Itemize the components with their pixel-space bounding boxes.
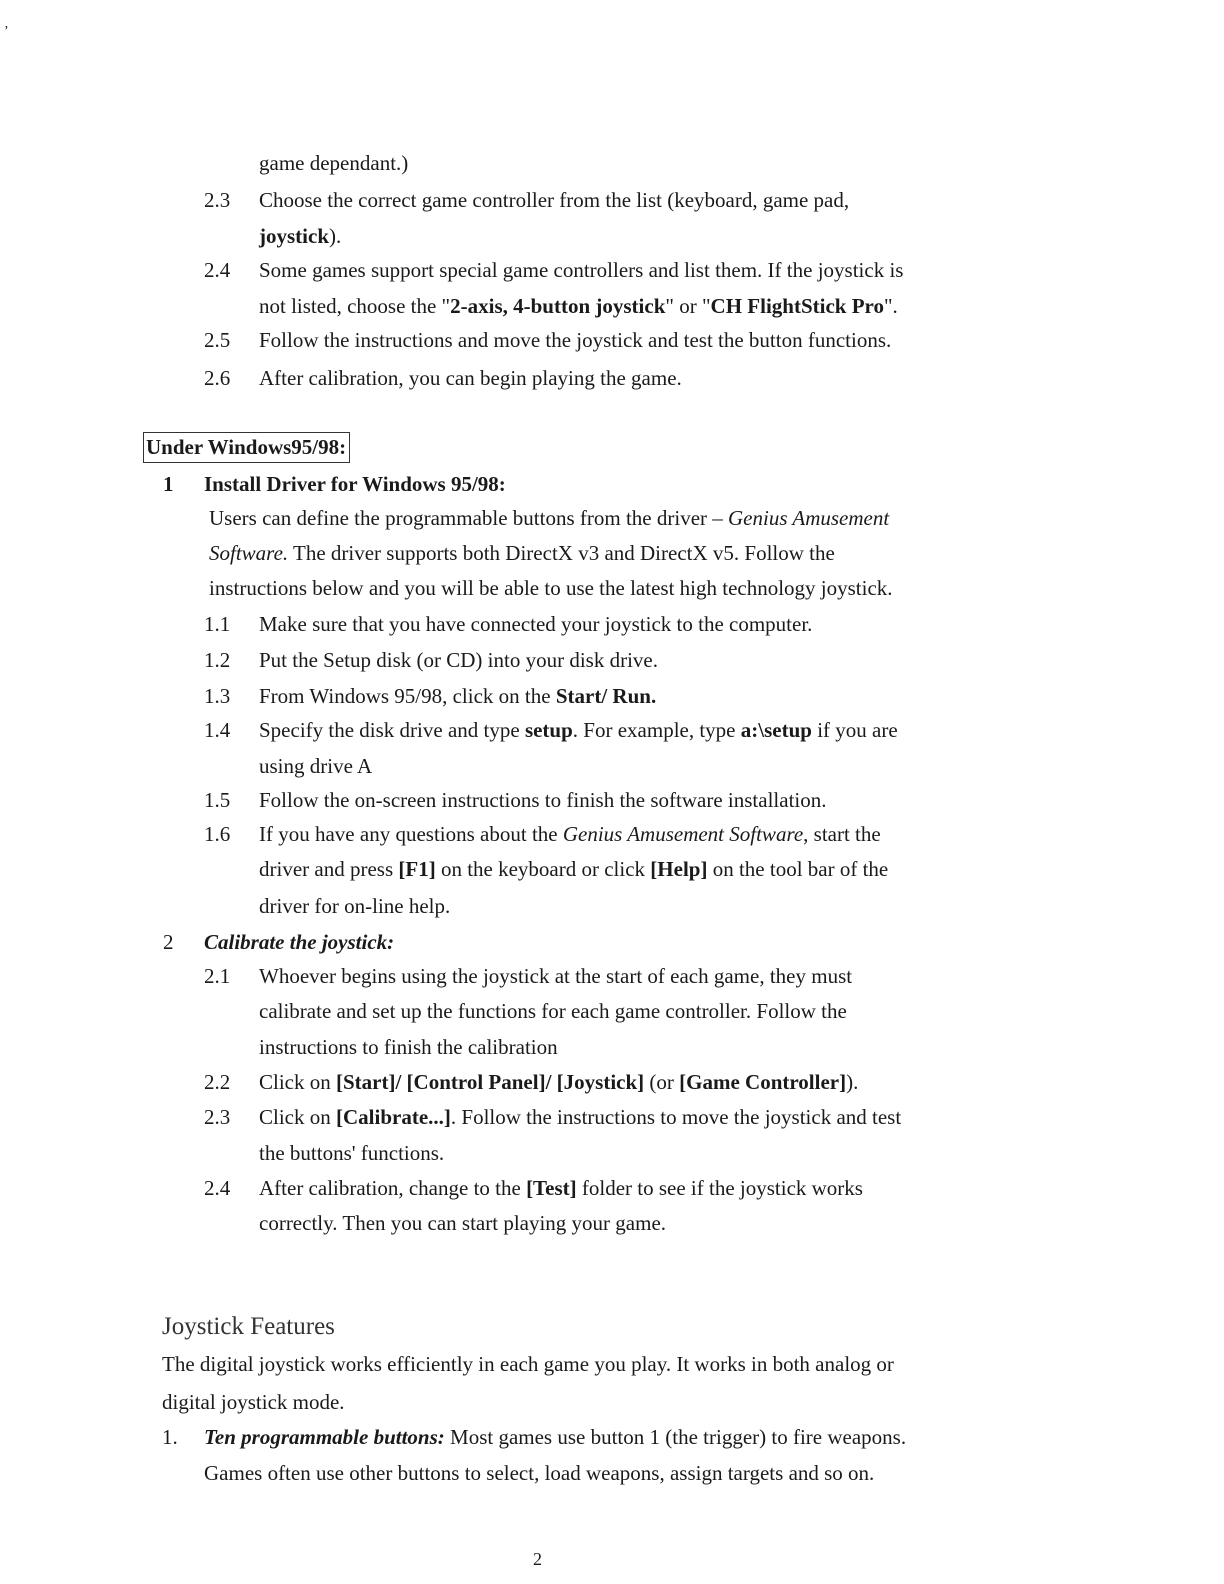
step-text-continued: using drive A	[259, 754, 373, 778]
step-text: Some games support special game controllers and list them. If the joystick is	[259, 258, 904, 282]
step-number: 2.3	[204, 1105, 231, 1129]
step-number: 1.3	[204, 684, 231, 708]
features-paragraph: digital joystick mode.	[162, 1390, 345, 1414]
menu-path: [Test]	[526, 1176, 577, 1200]
step-text-continued: not listed, choose the "2-axis, 4-button joystick" or "CH FlightStick Pro".	[259, 294, 898, 318]
install-intro-line: instructions below and you will be able to use the latest high technology joystick.	[209, 576, 893, 600]
step-number: 1.6	[204, 822, 231, 846]
product-name: Genius Amusement Software	[562, 822, 804, 846]
step-number: 2.5	[204, 328, 231, 352]
feature-item-continued: Games often use other buttons to select, load weapons, assign targets and so on.	[204, 1461, 875, 1485]
step-number: 2.3	[204, 188, 231, 212]
feature-number: 1.	[162, 1425, 178, 1449]
step-text: Click on [Start]/ [Control Panel]/ [Joystick] (or [Game Controller]).	[259, 1070, 859, 1094]
section-number: 2	[163, 930, 174, 954]
step-text: After calibration, you can begin playing the game.	[259, 366, 682, 390]
product-name: Genius Amusement	[728, 506, 890, 530]
feature-item: Ten programmable buttons: Most games use button 1 (the trigger) to fire weapons.	[204, 1425, 907, 1449]
step-number: 2.1	[204, 964, 231, 988]
step-number: 1.1	[204, 612, 231, 636]
step-text-continued: instructions to finish the calibration	[259, 1035, 558, 1059]
step-text: Specify the disk drive and type setup. For example, type a:\setup if you are	[259, 718, 898, 742]
bold-term: joystick	[259, 224, 329, 248]
step-number: 1.4	[204, 718, 231, 742]
features-paragraph: The digital joystick works efficiently in each game you play. It works in both analog or	[162, 1352, 894, 1376]
section-number: 1	[163, 472, 174, 496]
bold-term: 2-axis, 4-button joystick	[450, 294, 666, 318]
step-text: Follow the on-screen instructions to finish the software installation.	[259, 788, 827, 812]
menu-path: [Calibrate...]	[336, 1105, 451, 1129]
bold-term: Start/ Run.	[555, 684, 657, 708]
step-text-continued: driver and press [F1] on the keyboard or click [Help] on the tool bar of the	[259, 857, 889, 881]
step-number: 2.4	[204, 1176, 231, 1200]
scan-mark: ʼ	[4, 24, 9, 39]
step-text: After calibration, change to the [Test] folder to see if the joystick works	[259, 1176, 863, 1200]
step-text-continued: calibrate and set up the functions for each game controller. Follow the	[259, 999, 847, 1023]
step-number: 2.2	[204, 1070, 231, 1094]
step-number: 2.4	[204, 258, 231, 282]
step-text: Make sure that you have connected your joystick to the computer.	[259, 612, 813, 636]
install-intro-line: Software. The driver supports both DirectX v3 and DirectX v5. Follow the	[209, 541, 835, 565]
bold-term: setup	[524, 718, 573, 742]
menu-label: [Help]	[650, 857, 708, 881]
menu-path: [Game Controller]	[679, 1070, 847, 1094]
step-number: 1.2	[204, 648, 231, 672]
page-number: 2	[533, 1549, 542, 1569]
install-title: Install Driver for Windows 95/98:	[204, 472, 506, 496]
step-text-continued: correctly. Then you can start playing your game.	[259, 1211, 667, 1235]
step-text: Click on [Calibrate...]. Follow the instructions to move the joystick and test	[259, 1105, 902, 1129]
step-text: From Windows 95/98, click on the Start/ Run.	[259, 684, 657, 708]
step-text-continued: the buttons' functions.	[259, 1141, 445, 1165]
feature-title: Ten programmable buttons:	[204, 1425, 445, 1449]
menu-path: [Start]/ [Control Panel]/ [Joystick]	[336, 1070, 645, 1094]
step-text-continued: joystick).	[259, 224, 342, 248]
step-text-continued: driver for on-line help.	[259, 894, 451, 918]
step-text: Put the Setup disk (or CD) into your disk drive.	[259, 648, 658, 672]
product-name: Software.	[209, 541, 289, 565]
bold-term: CH FlightStick Pro	[710, 294, 884, 318]
calibrate-title: Calibrate the joystick:	[204, 930, 395, 954]
key-label: [F1]	[398, 857, 436, 881]
step-text: Whoever begins using the joystick at the start of each game, they must	[259, 964, 853, 988]
step-text: Follow the instructions and move the joystick and test the button functions.	[259, 328, 892, 352]
bold-term: a:\setup	[740, 718, 812, 742]
install-intro-line: Users can define the programmable buttons from the driver – Genius Amusement	[209, 506, 890, 530]
features-heading: Joystick Features	[162, 1313, 335, 1340]
step-text: If you have any questions about the Genius Amusement Software, start the	[259, 822, 881, 846]
section-heading: Under Windows95/98:	[143, 432, 350, 463]
carry-over-text: game dependant.)	[259, 151, 409, 175]
step-text: Choose the correct game controller from the list (keyboard, game pad,	[259, 188, 850, 212]
step-number: 1.5	[204, 788, 231, 812]
step-number: 2.6	[204, 366, 231, 390]
